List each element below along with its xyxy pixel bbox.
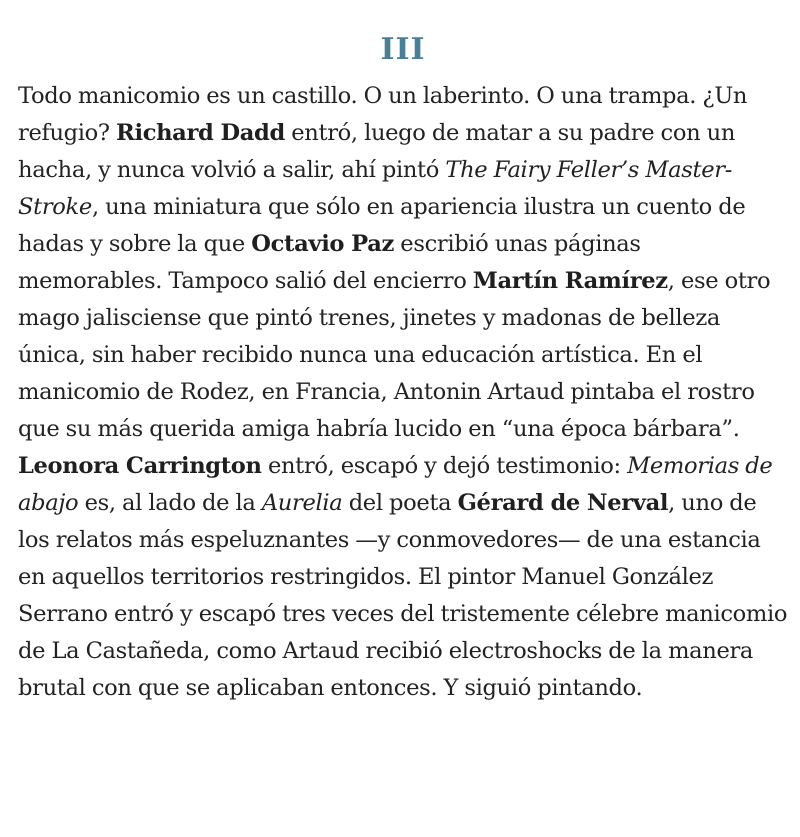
text-run: , ese otro mago jalisciense que pintó trenes, jinetes y madonas de belleza única, sin haber recibido nunca una educación artística. En el manicomio de Rodez, en Francia, Antonin Artaud pintaba el rostro que su más querida amiga habría lucido en “una época bárbara”. — [18, 268, 771, 442]
bold-name-leonora-carrington: Leonora Carrington — [18, 453, 262, 479]
bold-name-gerard-de-nerval: Gérard de Nerval — [457, 490, 669, 516]
bold-name-octavio-paz: Octavio Paz — [251, 231, 394, 257]
text-run: escribió unas páginas memorables. Tampoco salió del encierro — [18, 231, 641, 294]
text-run: , una miniatura que sólo en apariencia ilustra un cuento de hadas y sobre la que — [18, 194, 746, 257]
body-paragraph — [18, 78, 788, 707]
italic-title-memorias-de-abajo: Memorias de abajo — [18, 453, 773, 516]
text-run: del poeta — [342, 490, 458, 516]
text-run: entró, escapó y dejó testimonio: — [261, 453, 628, 479]
section-heading: III — [380, 32, 426, 67]
text-run: Todo manicomio es un castillo. O un laberinto. O una trampa. ¿Un refugio? — [18, 83, 748, 146]
text-run: , uno de los relatos más espeluznantes —y conmovedores— de una estancia en aquellos territorios restringidos. El pintor Manuel González Serrano entró y escapó tres veces del tristemente célebre manicomio de La Castañeda, como Artaud recibió electroshocks de la manera brutal con que se aplicaban entonces. Y siguió pintando. — [18, 490, 788, 701]
italic-title-fairy-feller: The Fairy Feller’s Master-Stroke — [18, 157, 733, 220]
article-section — [18, 0, 788, 707]
italic-title-aurelia: Aurelia — [261, 490, 343, 516]
text-run: es, al lado de la — [78, 490, 262, 516]
text-run: entró, luego de matar a su padre con un hacha, y nunca volvió a salir, ahí pintó — [18, 120, 736, 183]
bold-name-martin-ramirez: Martín Ramírez — [472, 268, 668, 294]
bold-name-richard-dadd: Richard Dadd — [116, 120, 285, 146]
